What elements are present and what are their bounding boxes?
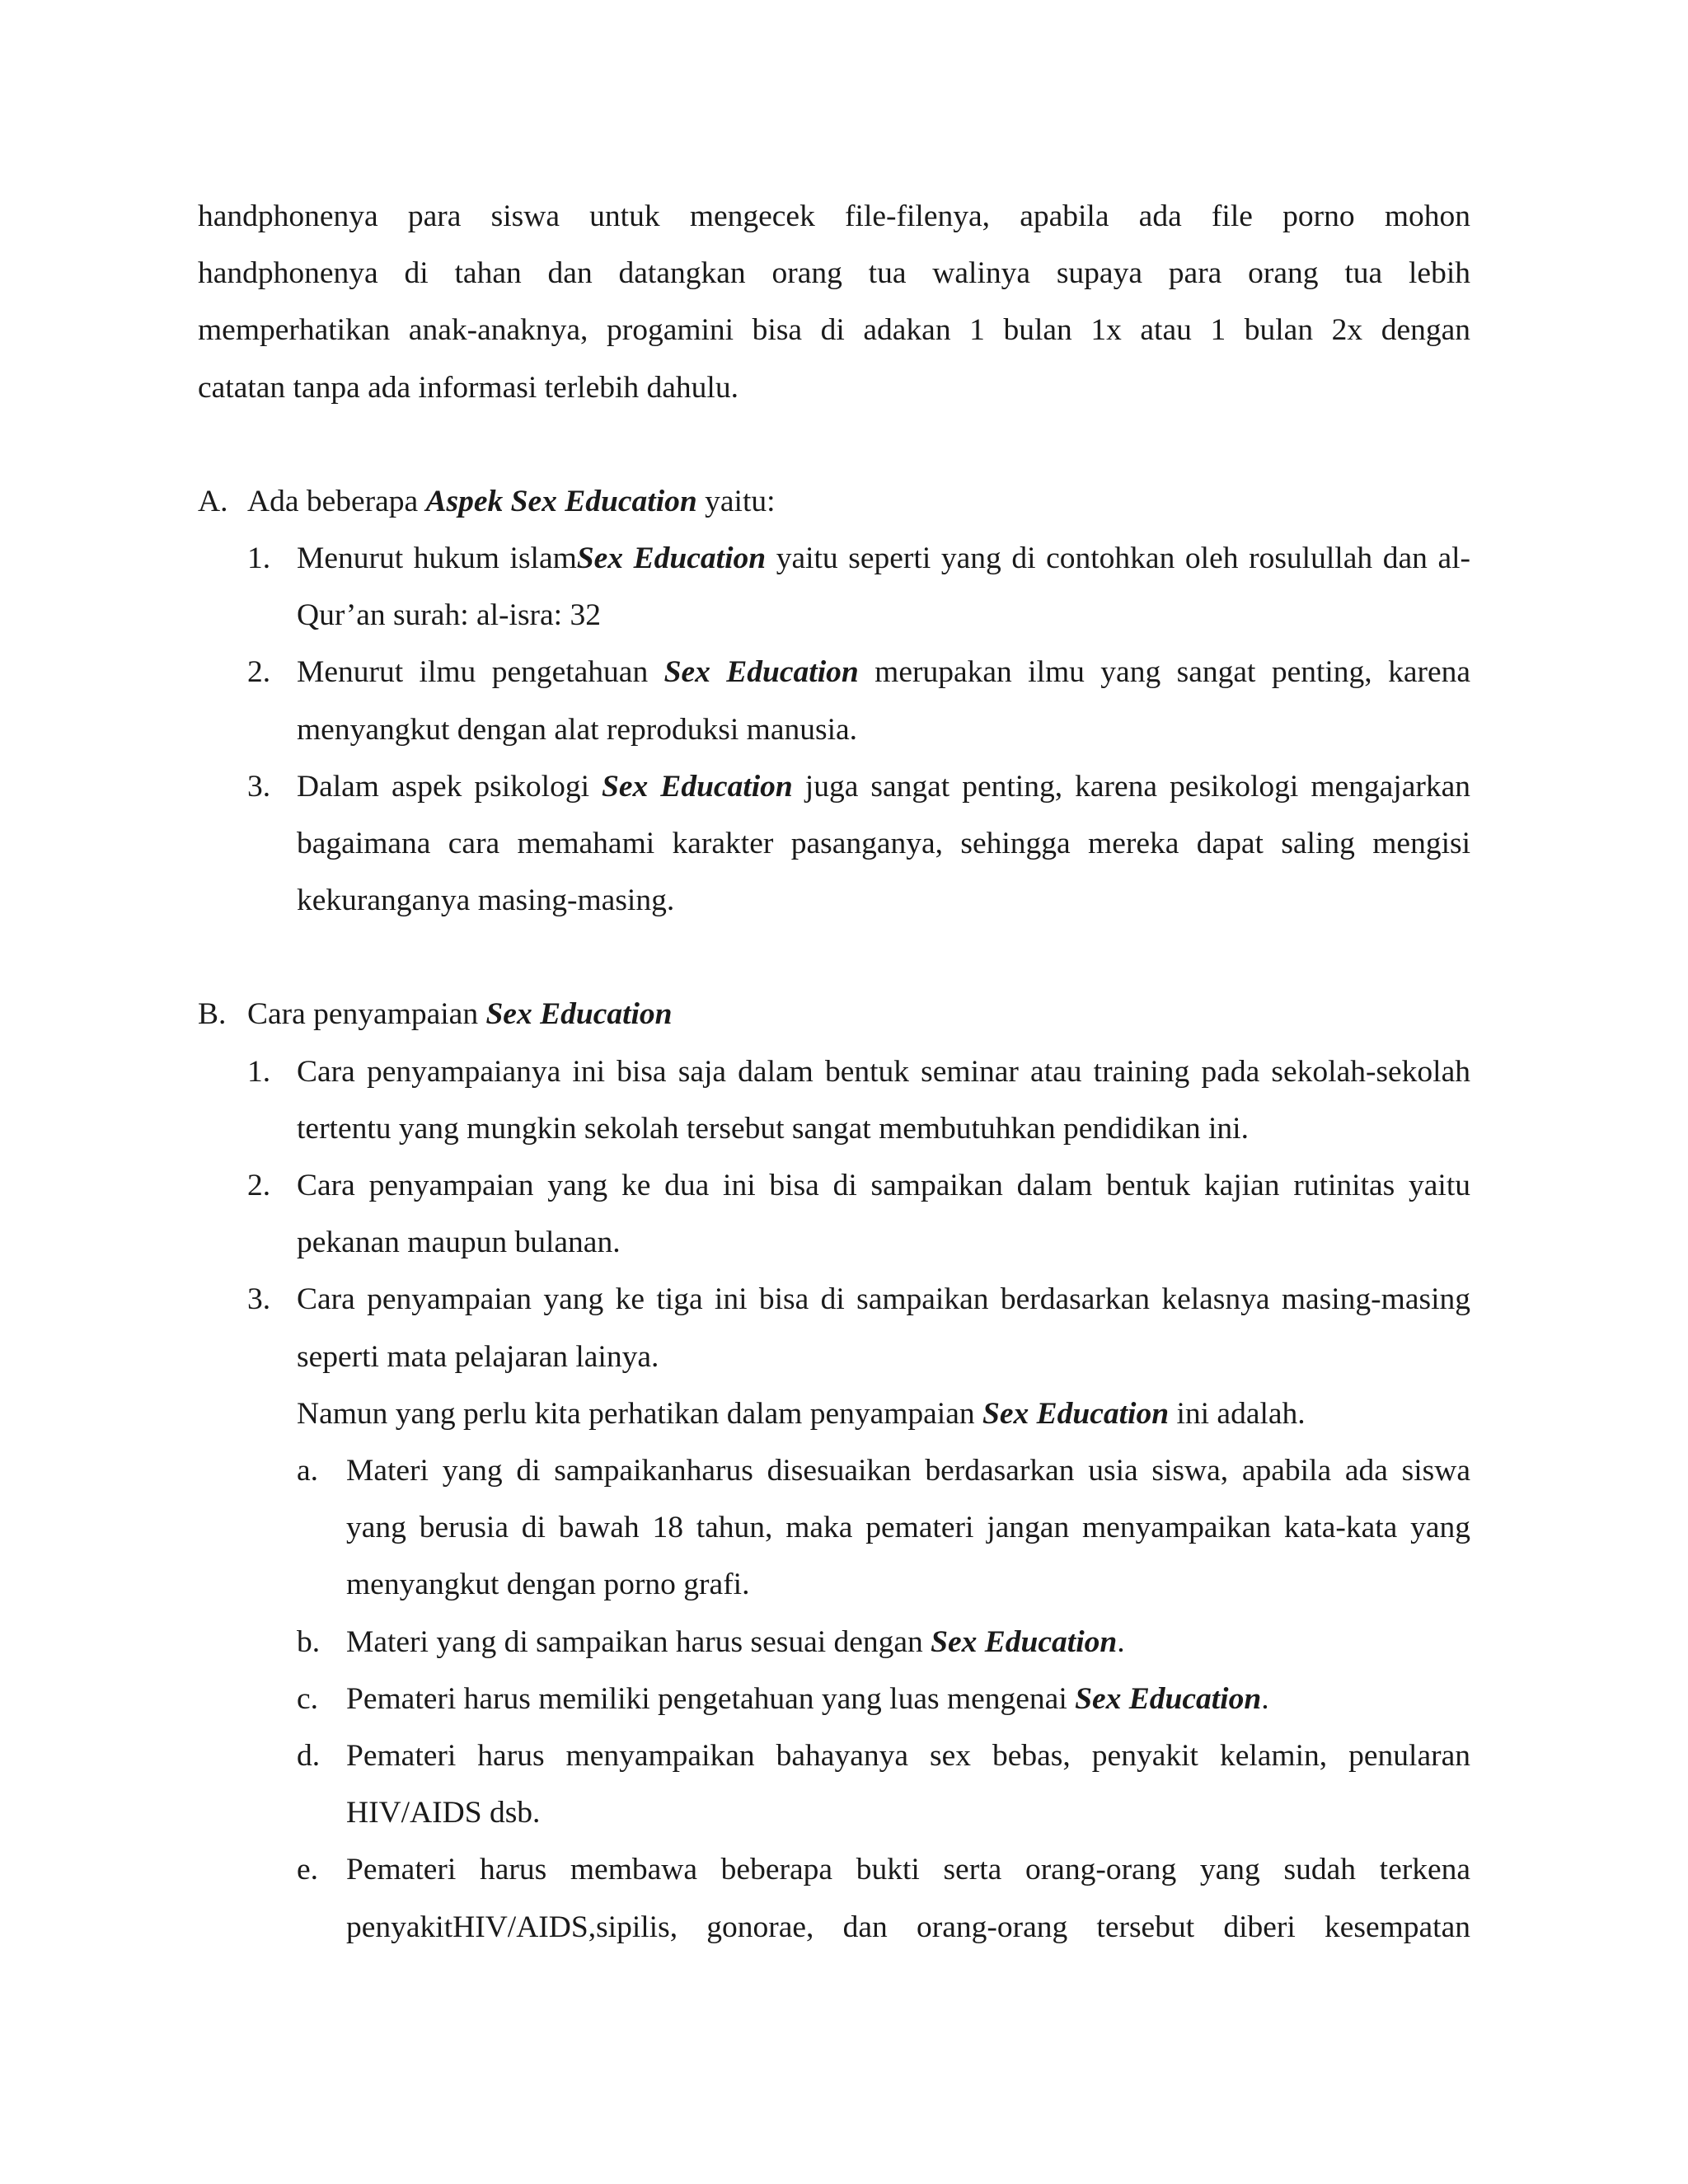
section-b-title-emphasis: Sex Education	[485, 997, 673, 1032]
list-letter: d.	[297, 1739, 321, 1774]
section-b-subitem-d	[198, 1727, 1470, 1841]
section-a-title-pre: Ada beberapa	[247, 484, 426, 518]
list-letter: c.	[297, 1681, 319, 1716]
subitem-text-post: .	[1261, 1681, 1269, 1716]
section-b-note	[198, 1385, 1470, 1442]
subitem-text	[346, 1727, 1470, 1841]
section-b-label: B.	[198, 997, 227, 1032]
subitem-emphasis: Sex Education	[1075, 1681, 1262, 1716]
spacer	[198, 929, 1470, 986]
section-b-item-2	[198, 1157, 1470, 1271]
section-a-title-emphasis: Aspek Sex Education	[425, 484, 697, 518]
intro-line: handphonenya para siswa untuk mengecek file-filenya, apabila ada file porno mohon	[198, 199, 1470, 233]
section-a-item-3	[198, 758, 1470, 930]
section-a-item-2	[198, 644, 1470, 757]
section-a-item-1	[198, 530, 1470, 644]
subitem-text-pre: Materi yang di sampaikan harus sesuai dengan	[346, 1624, 931, 1659]
list-number: 1.	[247, 541, 271, 576]
list-letter: b.	[297, 1624, 321, 1659]
list-letter: e.	[297, 1853, 319, 1887]
list-letter: a.	[297, 1454, 319, 1488]
spacer	[198, 416, 1470, 473]
list-number: 3.	[247, 1282, 271, 1317]
list-item-text-pre: Menurut ilmu pengetahuan	[297, 655, 664, 690]
section-b-subitem-c	[198, 1671, 1470, 1727]
subitem-text	[346, 1442, 1470, 1614]
list-item-text	[297, 530, 1470, 644]
list-item-text: Cara penyampaianya ini bisa saja dalam bentuk seminar atau training pada sekolah-sekolah tertentu yang mungkin sekolah tersebut sangat membutuhkan pendidikan ini.	[297, 1054, 1470, 1146]
note-text-post: ini adalah.	[1169, 1396, 1306, 1431]
section-a-title-post: yaitu:	[696, 484, 776, 518]
intro-line: catatan tanpa ada informasi terlebih dahulu.	[198, 370, 738, 405]
intro-line: handphonenya di tahan dan datangkan orang tua walinya supaya para orang tua lebih	[198, 256, 1470, 291]
list-number: 1.	[247, 1054, 271, 1089]
list-item-text-post: juga sangat penting, karena pesikologi mengajarkan bagaimana cara memahami karakter pasanganya, sehingga mereka dapat saling mengisi kekuranganya masing-masing.	[297, 769, 1470, 918]
subitem-text	[346, 1614, 1470, 1671]
subitem-text-pre: Pemateri harus memiliki pengetahuan yang luas mengenai	[346, 1681, 1076, 1716]
list-item-emphasis: Sex Education	[663, 655, 859, 690]
list-item-emphasis: Sex Education	[576, 541, 767, 576]
list-item-emphasis: Sex Education	[602, 769, 793, 804]
list-item-text: Cara penyampaian yang ke dua ini bisa di sampaikan dalam bentuk kajian rutinitas yaitu pekanan maupun bulanan.	[297, 1169, 1470, 1260]
list-item-text	[297, 758, 1470, 930]
section-b-subitem-a	[198, 1442, 1470, 1614]
intro-paragraph	[198, 188, 1470, 416]
subitem-text-pre: Pemateri harus membawa beberapa bukti serta orang-orang yang sudah terkena penyakitHIV/AIDS,sipilis, gonorae, dan orang-orang tersebut diberi kesempatan	[346, 1853, 1470, 1944]
list-item-text-pre: Dalam aspek psikologi	[297, 769, 603, 804]
section-b-heading	[198, 986, 1470, 1043]
subitem-text-pre: Materi yang di sampaikanharus disesuaikan berdasarkan usia siswa, apabila ada siswa yang berusia di bawah 18 tahun, maka pemateri jangan menyampaikan kata-kata yang menyangkut dengan porno grafi.	[346, 1454, 1470, 1602]
list-number: 2.	[247, 1169, 271, 1203]
list-item-text: Cara penyampaian yang ke tiga ini bisa di sampaikan berdasarkan kelasnya masing-masing seperti mata pelajaran lainya.	[297, 1282, 1470, 1374]
section-a-heading	[198, 473, 1470, 530]
list-item-text-post: yaitu seperti yang di contohkan oleh rosulullah dan al-Qur’an surah: al-isra: 32	[297, 541, 1470, 633]
section-b-subitem-e	[198, 1841, 1470, 1955]
section-b-subitem-b	[198, 1614, 1470, 1671]
subitem-text-post: .	[1117, 1624, 1125, 1659]
list-item-text	[297, 644, 1470, 757]
list-number: 2.	[247, 655, 271, 690]
note-text-pre: Namun yang perlu kita perhatikan dalam penyampaian	[297, 1396, 982, 1431]
document-page	[198, 188, 1470, 1956]
section-a-title	[247, 473, 1470, 530]
section-b-title-pre: Cara penyampaian	[247, 997, 486, 1032]
list-item-text-pre: Menurut hukum islam	[297, 541, 577, 576]
subitem-text	[346, 1841, 1470, 1955]
section-b-title	[247, 986, 1470, 1043]
intro-line: memperhatikan anak-anaknya, progamini bisa di adakan 1 bulan 1x atau 1 bulan 2x dengan	[198, 313, 1470, 348]
section-a-label: A.	[198, 484, 228, 518]
note-emphasis: Sex Education	[982, 1396, 1170, 1431]
section-b-item-1	[198, 1043, 1470, 1157]
subitem-emphasis: Sex Education	[931, 1624, 1118, 1659]
subitem-text	[346, 1671, 1470, 1727]
list-item-text-post: merupakan ilmu yang sangat penting, karena menyangkut dengan alat reproduksi manusia.	[297, 655, 1470, 747]
section-b-item-3	[198, 1271, 1470, 1385]
subitem-text-pre: Pemateri harus menyampaikan bahayanya sex bebas, penyakit kelamin, penularan HIV/AIDS dsb.	[346, 1739, 1470, 1830]
list-number: 3.	[247, 769, 271, 804]
